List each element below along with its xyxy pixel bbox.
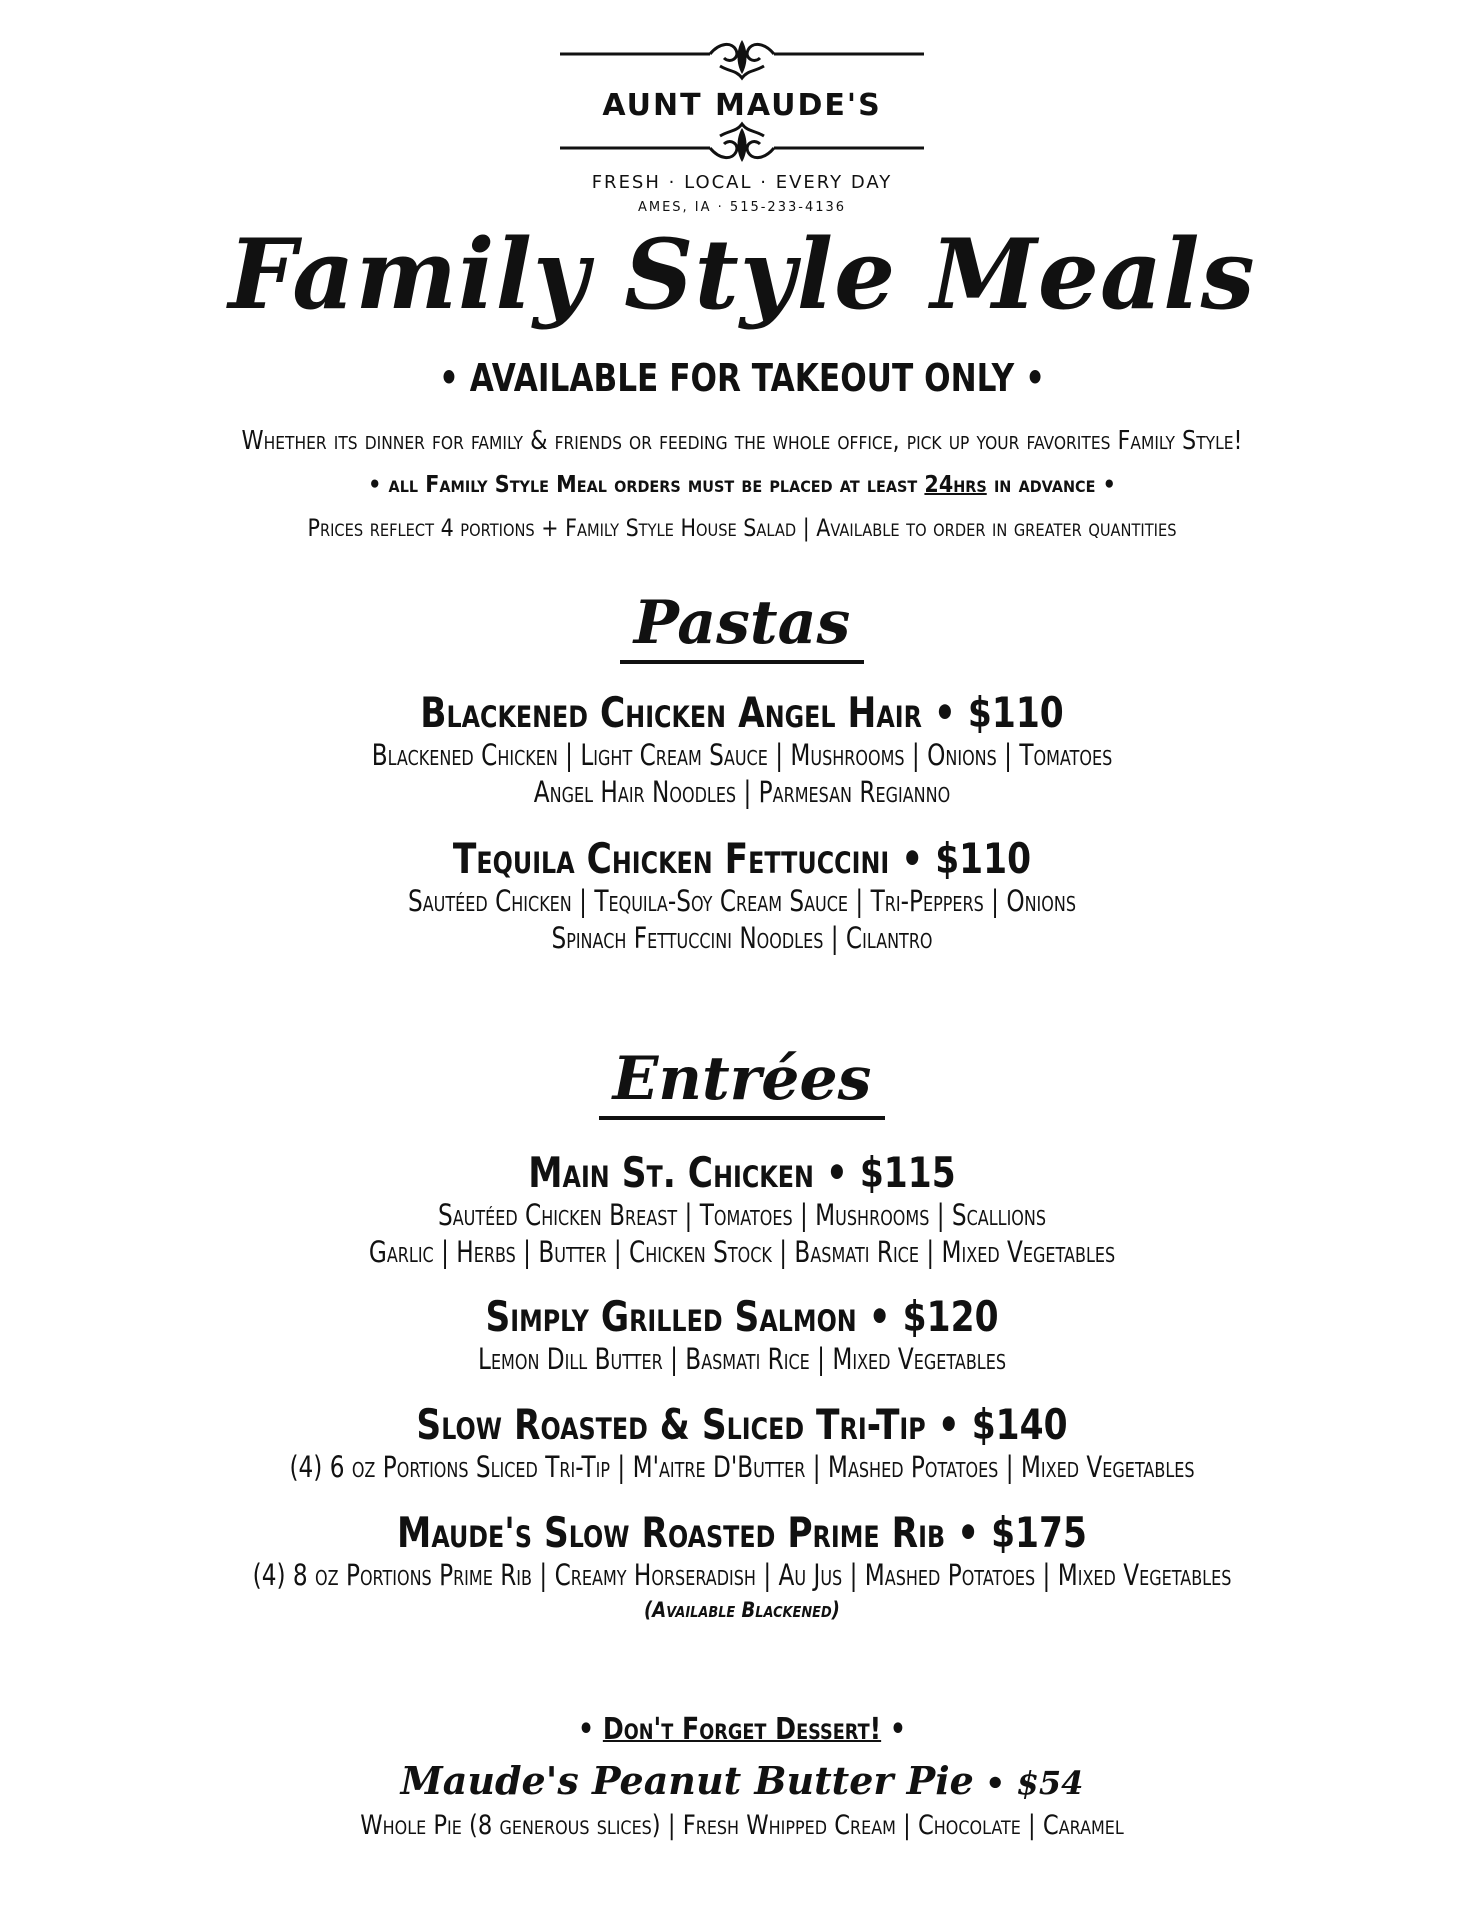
dessert-bullet-right: •	[881, 1712, 907, 1747]
menu-item-note: (Available Blackened)	[644, 1598, 840, 1622]
order-notice	[74, 472, 1410, 498]
logo-brand-name: AUNT MAUDE'S	[602, 88, 882, 123]
menu-item-description: Lemon Dill Butter | Basmati Rice | Mixed Vegetables	[478, 1342, 1006, 1376]
dessert-heading	[119, 1712, 1366, 1747]
logo-ornament	[560, 40, 924, 222]
dessert-description: Whole Pie (8 generous slices) | Fresh Whipped Cream | Chocolate | Caramel	[360, 1810, 1124, 1841]
menu-item-name: Simply Grilled Salmon • $120	[485, 1292, 999, 1341]
intro-text: Whether its dinner for family & friends or feeding the whole office, pick up your favorites Family Style!	[241, 426, 1243, 456]
menu-item-name: Slow Roasted & Sliced Tri-Tip • $140	[416, 1400, 1068, 1449]
section-heading-pastas-text: Pastas	[620, 588, 865, 664]
menu-item-name: Main St. Chicken • $115	[528, 1148, 956, 1197]
dessert-name: Maude's Peanut Butter Pie	[400, 1758, 974, 1803]
menu-item-name: Tequila Chicken Fettuccini • $110	[452, 834, 1032, 883]
menu-item-description: Angel Hair Noodles | Parmesan Regianno	[533, 775, 951, 809]
menu-item-description: (4) 8 oz Portions Prime Rib | Creamy Horseradish | Au Jus | Mashed Potatoes | Mixed Vegetables	[252, 1558, 1232, 1592]
dessert-price: • $54	[973, 1764, 1084, 1802]
order-notice-emphasis: 24hrs	[924, 472, 987, 498]
logo-tagline: FRESH · LOCAL · EVERY DAY	[591, 172, 893, 193]
page-subtitle: • AVAILABLE FOR TAKEOUT ONLY •	[439, 356, 1045, 400]
logo	[560, 40, 924, 222]
dessert-bullet-left: •	[577, 1712, 603, 1747]
logo-contact: AMES, IA · 515-233-4136	[637, 200, 847, 215]
menu-item-description: (4) 6 oz Portions Sliced Tri-Tip | M'aitre D'Butter | Mashed Potatoes | Mixed Vegetables	[289, 1450, 1195, 1484]
menu-item-name: Maude's Slow Roasted Prime Rib • $175	[397, 1508, 1087, 1557]
order-notice-before: • all Family Style Meal orders must be placed at least	[368, 472, 925, 498]
dessert-heading-text: Don't Forget Dessert!	[602, 1712, 882, 1747]
menu-item-name: Blackened Chicken Angel Hair • $110	[420, 688, 1064, 737]
dessert-item	[0, 1758, 1484, 1803]
menu-item-description: Sautéed Chicken Breast | Tomatoes | Mushrooms | Scallions	[437, 1198, 1047, 1232]
page-title: Family Style Meals	[228, 218, 1256, 331]
section-heading-entrees	[0, 1044, 1484, 1120]
order-notice-after: in advance •	[986, 472, 1116, 498]
menu-item-description: Garlic | Herbs | Butter | Chicken Stock | Basmati Rice | Mixed Vegetables	[368, 1235, 1116, 1269]
menu-item-description: Blackened Chicken | Light Cream Sauce | Mushrooms | Onions | Tomatoes	[371, 738, 1113, 772]
section-heading-entrees-text: Entrées	[599, 1044, 886, 1120]
menu-item-description: Spinach Fettuccini Noodles | Cilantro	[551, 921, 933, 955]
menu-item-description: Sautéed Chicken | Tequila-Soy Cream Sauce | Tri-Peppers | Onions	[407, 884, 1076, 918]
section-heading-pastas	[0, 588, 1484, 664]
pricing-note: Prices reflect 4 portions + Family Style House Salad | Available to order in greater quantities	[307, 514, 1177, 542]
